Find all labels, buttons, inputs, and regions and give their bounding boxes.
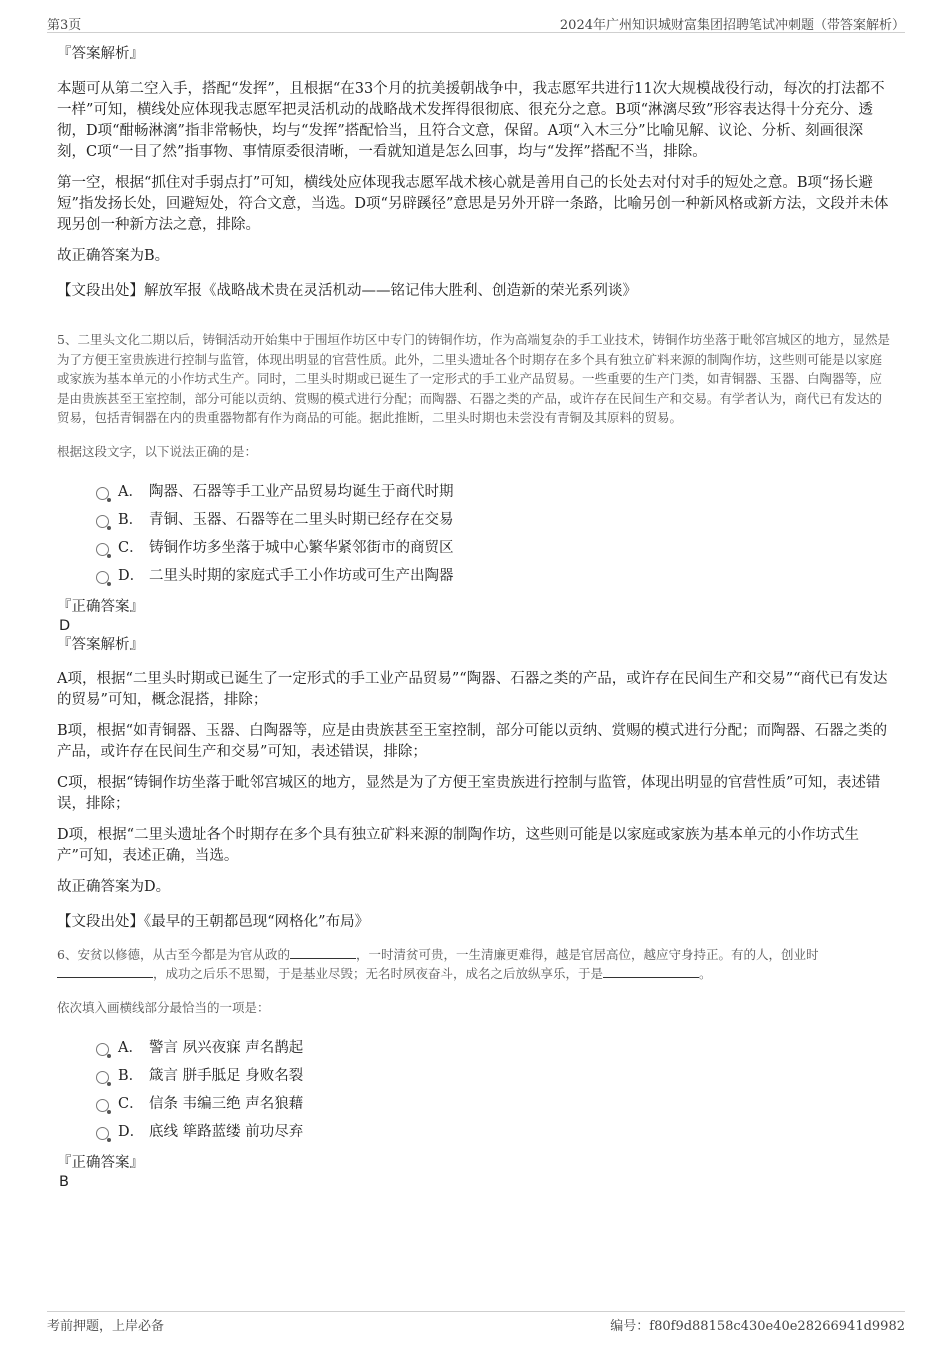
analysis-option-c: C项，根据“铸铜作坊坐落于毗邻宫城区的地方，显然是为了方便王室贵族进行控制与监管，体现出明显的官营性质”可知，表述错误，排除； <box>57 774 881 812</box>
question-5-prompt: 根据这段文字，以下说法正确的是： <box>57 443 258 459</box>
option-a[interactable] <box>96 1038 892 1066</box>
option-letter: C． <box>118 539 144 556</box>
option-d[interactable] <box>96 1122 892 1150</box>
page-header <box>47 12 905 33</box>
radio-icon[interactable] <box>96 515 109 528</box>
answer-conclusion: 故正确答案为D。 <box>57 878 171 895</box>
option-text: 警言 夙兴夜寐 声名鹊起 <box>149 1039 304 1056</box>
document-body <box>57 44 892 1192</box>
question-6-options <box>96 1038 892 1150</box>
option-a[interactable] <box>96 482 892 510</box>
document-title: 2024年广州知识城财富集团招聘笔试冲刺题（带答案解析） <box>559 18 905 33</box>
radio-icon[interactable] <box>96 1127 109 1140</box>
blank-2 <box>57 976 153 978</box>
option-letter: A． <box>118 483 143 500</box>
prev-source: 【文段出处】解放军报《战略战术贵在灵活机动——铭记伟大胜利、创造新的荣光系列谈》 <box>57 283 637 299</box>
option-text: 箴言 胼手胝足 身败名裂 <box>149 1067 304 1084</box>
option-letter: C． <box>118 1095 144 1112</box>
option-letter: B． <box>118 1067 144 1084</box>
option-letter: A． <box>118 1039 143 1056</box>
prev-analysis-paragraph: 第一空，根据“抓住对手弱点打”可知，横线处应体现我志愿军战术核心就是善用自己的长处去对付对手的短处之意。B项“扬长避短”指发扬长处，回避短处，符合文意，当选。D项“另辟蹊径”意思是另外开辟一条路，比喻另创一种新风格或新方法，文段并未体现另创一种新方法之意，排除。 <box>57 175 889 233</box>
correct-answer-label: 『正确答案』 <box>57 1154 144 1171</box>
prev-analysis-label: 『答案解析』 <box>57 46 144 62</box>
footer-slogan: 考前押题，上岸必备 <box>47 1319 165 1334</box>
source: 【文段出处】《最早的王朝都邑现“网格化”布局》 <box>57 913 370 930</box>
radio-icon[interactable] <box>96 1099 109 1112</box>
question-6-prompt: 依次填入画横线部分最恰当的一项是： <box>57 999 270 1015</box>
option-text: 信条 韦编三绝 声名狼藉 <box>149 1095 304 1112</box>
analysis-option-d: D项，根据“二里头遗址各个时期存在多个具有独立矿料来源的制陶作坊，这些则可能是以家庭或家族为基本单元的小作坊式生产”可知，表述正确，当选。 <box>57 826 860 864</box>
option-text: 底线 筚路蓝缕 前功尽弃 <box>149 1123 304 1140</box>
blank-1 <box>290 957 356 959</box>
radio-icon[interactable] <box>96 543 109 556</box>
document-id: 编号：f80f9d88158c430e40e28266941d9982 <box>610 1319 905 1334</box>
page-number: 第3页 <box>47 18 82 33</box>
option-text: 陶器、石器等手工业产品贸易均诞生于商代时期 <box>149 483 454 500</box>
analysis-label: 『答案解析』 <box>57 636 144 653</box>
option-text: 青铜、玉器、石器等在二里头时期已经存在交易 <box>149 511 454 528</box>
option-b[interactable] <box>96 510 892 538</box>
option-d[interactable] <box>96 566 892 594</box>
option-text: 二里头时期的家庭式手工小作坊或可生产出陶器 <box>149 567 454 584</box>
option-b[interactable] <box>96 1066 892 1094</box>
question-5-stem: 5、二里头文化二期以后，铸铜活动开始集中于围垣作坊区中专门的铸铜作坊，作为高端复杂的手工业技术，铸铜作坊坐落于毗邻宫城区的地方，显然是为了方便王室贵族进行控制与监管，体现出明显的官营性质。此外，二里头遗址各个时期存在多个具有独立矿料来源的制陶作坊，这些则可能是以家庭或家族为基本单元的小作坊式生产。同时，二里头时期或已诞生了一定形式的手工业产品贸易。一些重要的生产门类，如青铜器、玉器、白陶器等，应是由贵族甚至王室控制，部分可能以贡纳、赏赐的模式进行分配；而陶器、石器之类的产品，或许存在民间生产和交易。有学者认为，商代已有发达的贸易，包括青铜器在内的贵重器物都有作为商品的可能。据此推断，二里头时期也未尝没有青铜及其原料的贸易。 <box>57 332 890 425</box>
option-letter: D． <box>118 567 145 584</box>
prev-analysis-paragraph: 本题可从第二空入手，搭配“发挥”，且根据“在33个月的抗美援朝战争中，我志愿军共进行11次大规模战役行动，每次的打法都不一样”可知，横线处应体现我志愿军把灵活机动的战略战术发挥得很彻底、很充分之意。B项“淋漓尽致”形容表达得十分充分、透彻，D项“酣畅淋漓”指非常畅快，均与“发挥”搭配恰当，且符合文意，保留。A项“入木三分”比喻见解、议论、分析、刻画很深刻，C项“一目了然”指事物、事情原委很清晰，一看就知道是怎么回事，均与“发挥”搭配不当，排除。 <box>57 81 885 160</box>
question-5-options <box>96 482 892 594</box>
radio-icon[interactable] <box>96 1043 109 1056</box>
radio-icon[interactable] <box>96 571 109 584</box>
question-6-stem: 6、安贫以修德，从古至今都是为官从政的 ，一时清贫可贵，一生清廉更难得，越是官居高位，越应守身持正。有的人，创业时，成功之后乐不思蜀，于是基业尽毁；无名时夙夜奋斗，成名之后放纵享乐，于是 。 <box>57 946 819 981</box>
radio-icon[interactable] <box>96 1071 109 1084</box>
page-footer <box>47 1311 905 1332</box>
analysis-option-b: B项，根据“如青铜器、玉器、白陶器等，应是由贵族甚至王室控制，部分可能以贡纳、赏赐的模式进行分配；而陶器、石器之类的产品，或许存在民间生产和交易”可知，表述错误，排除； <box>57 722 888 760</box>
prev-answer-conclusion: 故正确答案为B。 <box>57 248 170 264</box>
correct-answer: B <box>59 1173 69 1190</box>
option-text: 铸铜作坊多坐落于城中心繁华紧邻街市的商贸区 <box>149 539 454 556</box>
option-c[interactable] <box>96 1094 892 1122</box>
blank-3 <box>603 976 699 978</box>
option-letter: D． <box>118 1123 145 1140</box>
correct-answer-label: 『正确答案』 <box>57 598 144 615</box>
correct-answer: D <box>59 617 71 634</box>
option-c[interactable] <box>96 538 892 566</box>
radio-icon[interactable] <box>96 487 109 500</box>
option-letter: B． <box>118 511 144 528</box>
analysis-option-a: A项，根据“二里头时期或已诞生了一定形式的手工业产品贸易”“陶器、石器之类的产品，或许存在民间生产和交易”“商代已有发达的贸易”可知，概念混搭，排除； <box>57 670 888 708</box>
